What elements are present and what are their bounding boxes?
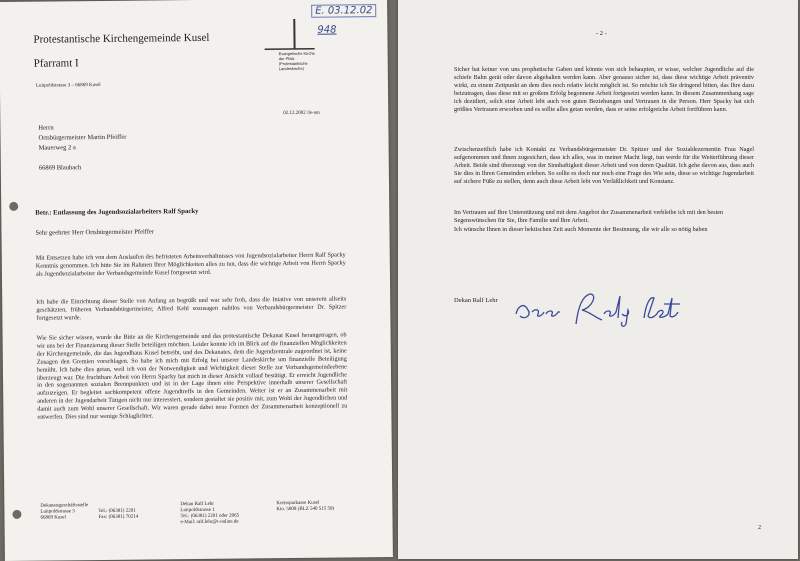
page-number: 2	[758, 525, 761, 531]
recipient-line: 66869 Blaubach	[38, 164, 82, 172]
recipient-line: Herrn	[38, 124, 54, 132]
letter-page-2	[398, 0, 798, 559]
logo-text-line: der Pfalz	[278, 55, 295, 62]
salutation: Sehr geehrter Herr Ortsbürgermeister Pfeiffer	[35, 228, 155, 237]
footer-line: Luitpoldstrasse 3	[40, 509, 75, 515]
footer-line: Kreissparkasse Kusel	[276, 500, 320, 507]
page-marker: - 2 -	[596, 30, 607, 37]
footer-line: Kto. 5009 (BLZ 540 515 50)	[276, 506, 335, 513]
punch-hole	[12, 510, 21, 519]
org-name: Protestantische Kirchengemeinde Kusel	[33, 31, 210, 46]
footer-line: Dekan Ralf Lehr	[180, 501, 214, 508]
footer-line: e-Mail: ralf.lehr@t-online.de	[180, 519, 239, 526]
paragraph: Sicher hat keiner von uns prophetische Gaben und könnte von sich behaupten, er wisse, welcher Jugendliche auf die schiefe Bahn gerät oder davon abgehalten werden kann. Aber genauso sicher ist, dass diese wichtige Arbeit präventiv wirkt, zu einem Zeitpunkt an dem dies noch relativ leicht möglich ist. So möchte ich Sie dringend bitten, das Ihre dazu beizutragen, dass diese mit so großem Erfolg begonnene Arbeit fortgesetzt werden kann. In diesem Zusammenhang sage ich dezidiert, solch eine Arbeit lebt auch von guten Beziehungen und Vertrauen in die Person. Herr Spacky hat sich größtes Vertrauen erworben und es sollte alles getan werden, dass er seine erfolgreiche Arbeit fortführen kann.	[454, 66, 754, 113]
footer-line: Luitpoldstrasse 1	[180, 507, 215, 514]
footer-line: Tel.: (06381) 2201 oder 2065	[180, 513, 240, 520]
stamp-number: 948	[317, 24, 337, 36]
letter-date: 02.12.2002 /le-am	[283, 110, 320, 117]
recipient-address	[38, 123, 126, 174]
church-logo	[264, 17, 325, 73]
received-stamp: E. 03.12.02	[311, 4, 376, 18]
logo-text-line: Evangelische Kirche	[278, 50, 315, 57]
office-name: Pfarramt I	[33, 57, 79, 70]
letter-page-1	[0, 0, 393, 561]
paragraph: Wie Sie sicher wissen, wurde die Bitte an die Kirchengemeinde und das protestantische Dekanat Kusel herangetragen, ob wir uns bei der Finanzierung dieser Stelle beteiligen möchten. Leider konnte ich im Blick auf die finanziellen Möglichkeiten der Kirchengemeinde, die das Jugendhaus Kusel betreibt, und des Dekanates, dem die Jugendzentrale zugeordnet ist, keine Zusagen den Gremien vorschlagen. So habe ich mich mit Erfolg bei unserer Landeskirche um finanzielle Beteiligung bemüht. Ich habe dies getan, weil ich von der Notwendigkeit und Wichtigkeit dieser Stelle zur Verbandsgemeindeebene überzeugt war. Die fruchtbare Arbeit von Herrn Spacky hat mich in dieser Ansicht vollauf bestätigt. Er erreicht Jugendliche in den sogenannten sozialen Brennpunkten und ist in der Lage ihnen eine Perspektive innerhalb unserer Gesellschaft aufzuzeigen. Er begleitet sachkompetent offene Jugendtreffs in den Gemeinden. Weiter ist er an Zusammenarbeit mit anderen in der Jugendarbeit Tätigen nicht nur interessiert, sondern gestaltet sie positiv mit, zum Wohl der Jugendlichen und damit auch zum Wohl unserer Gesellschaft. Wir waren gerade dabei neue Formen der Zusammenarbeit konzeptionell zu entwerfen. Dies sind nur wenige Schlaglichter.	[36, 331, 348, 421]
logo-text-line: (Protestantische Landeskirche)	[278, 60, 308, 72]
footer-line: Tel.: (06381) 2201	[98, 508, 136, 515]
letter-footer	[40, 500, 350, 537]
paragraph: Ich habe die Einrichtung dieser Stelle von Anfang an begrüßt und war sehr froh, dass die Iniative von unserem allseits geschätzten, früheren Verbandsbürgermeister, Alfred Kehl sozusagen nahtlos von Verbandsbürgermeister Dr. Spitzer fortgesetzt wurde.	[36, 295, 347, 322]
footer-line: Dekanatsgeschäftsstelle	[40, 503, 89, 509]
footer-line: Fax: (06381) 70214	[98, 514, 139, 521]
recipient-line: Mauerweg 2 a	[38, 144, 76, 152]
paragraph: Im Vertrauen auf Ihre Unterstützung und mit dem Angebot der Zusammenarbeit verbleibe ich mit den besten Segenswünschen für Sie, Ihre Familie und Ihre Arbeit.	[454, 209, 724, 224]
punch-hole	[9, 202, 18, 211]
handwritten-signature-icon	[510, 284, 690, 328]
subject-line: Betr.: Entlassung des Jugendsozialarbeiters Ralf Spacky	[35, 207, 199, 217]
paragraph: Ich wünsche Ihnen in dieser hektischen Zeit auch Momente der Besinnung, die wir alle so nötig haben	[454, 226, 708, 233]
paragraph: Zwischenzeitlich habe ich Kontakt zu Verbandsbürgermeister Dr. Spitzer und der Sozialdezernentin Frau Nagel aufgenommen und ihnen zugesichert, dass ich alles, was in meiner Macht liegt, tun werde für die Weiterführung dieser Arbeit. Beide sind überzeugt von der Sinnhaftigkeit dieser Arbeit und von deren Qualität. Ich gehe davon aus, dass auch Sie dies in Ihren Gemeinden erleben. So sollte es doch nur noch eine Frage des Wie sein, diese so wichtige Jugendarbeit auf sichere Füße zu stellen, denn auch diese Arbeit lebt von Verläßlichkeit und Konstanz.	[454, 146, 754, 185]
recipient-line: Ortsbürgermeister Martin Pfeiffer	[38, 133, 127, 142]
footer-line: 66869 Kusel	[40, 515, 66, 521]
sender-address: Luitpoldstrasse 3 – 66869 Kusel	[35, 82, 101, 89]
signature	[510, 284, 690, 328]
closing-name: Dekan Ralf Lehr	[454, 297, 498, 304]
paragraph: Mit Entsetzen habe ich von dem Auslaufen des befristeten Arbeitsverhältnisses von Jugendsozialarbeiter Herrn Ralf Spacky Kenntnis genommen. Ich bitte Sie im Rahmen Ihrer Möglichkeiten alles zu tun, dass die wichtige Arbeit von Herrn Spacky als Jugendsozialarbeiter der Verbandsgemeinde Kusel fortgesetzt wird.	[35, 251, 346, 278]
